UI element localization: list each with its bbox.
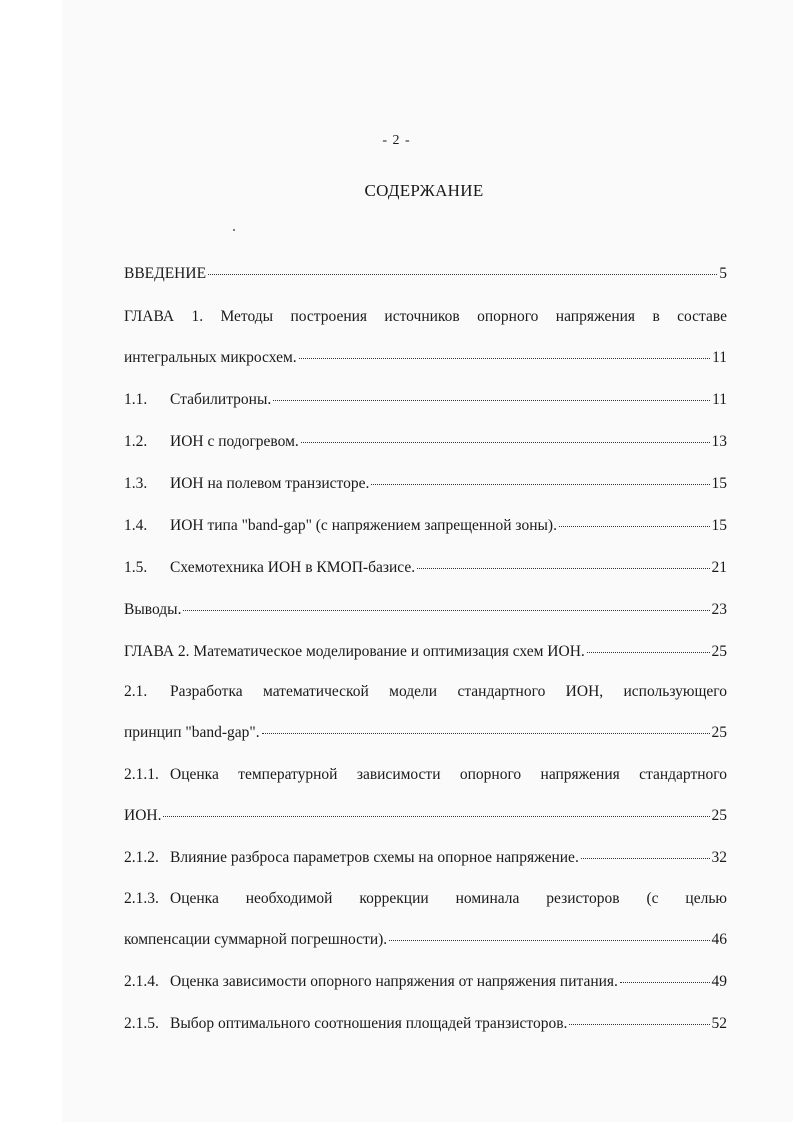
- dot-leader: [371, 484, 709, 485]
- dot-leader: [417, 568, 709, 569]
- toc-entry-2-1-1-line1: [124, 765, 727, 785]
- scan-speck: [233, 229, 235, 231]
- toc-entry-page: 25: [711, 643, 727, 660]
- toc-entry-number: 1.3.: [124, 475, 148, 492]
- toc-entry-1-1: [124, 390, 727, 410]
- toc-entry-text: Выводы.: [124, 601, 182, 618]
- toc-entry-text: Оценка зависимости опорного напряжения от напряжения питания.: [170, 973, 618, 990]
- toc-entry-text: ИОН.: [124, 807, 162, 824]
- toc-entry-2-1-line1: [124, 682, 727, 702]
- toc-entry-number: 2.1.5.: [124, 1015, 159, 1032]
- toc-entry-page: 52: [711, 1015, 727, 1032]
- dot-leader: [389, 940, 709, 941]
- toc-entry-text: интегральных микросхем.: [124, 349, 297, 366]
- toc-entry-number: 1.5.: [124, 559, 148, 576]
- toc-entry-text-line1: Разработка математической модели стандартного ИОН, использующего: [170, 683, 727, 700]
- dot-leader: [581, 858, 710, 859]
- toc-entry-page: 32: [711, 849, 727, 866]
- dot-leader: [559, 526, 710, 527]
- toc-entry-page: 21: [711, 559, 727, 576]
- toc-entry-number: 2.1.4.: [124, 973, 159, 990]
- page-title: СОДЕРЖАНИЕ: [364, 181, 484, 200]
- toc-entry-page: 25: [711, 807, 727, 824]
- toc-entry-1-2: [124, 432, 727, 452]
- dot-leader: [587, 652, 710, 653]
- toc-entry-chapter1: [124, 348, 727, 368]
- dot-leader: [569, 1024, 709, 1025]
- toc-entry-1-5: [124, 558, 727, 578]
- toc-entry-page: 13: [711, 433, 727, 450]
- toc-entry-2-1-5: [124, 1014, 727, 1034]
- toc-entry-page: 11: [712, 349, 727, 366]
- dot-leader: [273, 400, 710, 401]
- toc-entry-page: 5: [719, 265, 727, 282]
- dot-leader: [262, 733, 710, 734]
- toc-entry-text: ГЛАВА 2. Математическое моделирование и оптимизация схем ИОН.: [124, 643, 585, 660]
- dot-leader: [301, 442, 710, 443]
- toc-entry-text: Выбор оптимального соотношения площадей транзисторов.: [170, 1015, 568, 1032]
- toc-entry-number: 2.1.: [124, 683, 148, 700]
- toc-entry-number: 1.1.: [124, 391, 148, 408]
- dot-leader: [208, 274, 717, 275]
- toc-entry-text: Влияние разброса параметров схемы на опорное напряжение.: [170, 849, 579, 866]
- toc-entry-page: 23: [711, 601, 727, 618]
- toc-entry-text: ИОН с подогревом.: [170, 433, 299, 450]
- toc-entry-2-1-4: [124, 972, 727, 992]
- toc-entry-2-1: [124, 723, 727, 743]
- toc-entry-text: компенсации суммарной погрешности).: [124, 931, 388, 948]
- toc-entry-conclusions: [124, 600, 727, 620]
- dot-leader: [183, 610, 709, 611]
- dot-leader: [163, 816, 709, 817]
- toc-entry-number: 2.1.3.: [124, 890, 159, 907]
- toc-entry-page: 15: [711, 475, 727, 492]
- toc-entry-2-1-1: [124, 806, 727, 826]
- toc-entry-text: принцип "band-gap".: [124, 724, 260, 741]
- toc-entry-chapter2: [124, 642, 727, 662]
- toc-entry-intro: [124, 264, 727, 284]
- toc-entry-text-line1: Оценка необходимой коррекции номинала резисторов (с целью: [170, 890, 727, 907]
- toc-entry-text-line1: Оценка температурной зависимости опорного напряжения стандартного: [170, 766, 727, 783]
- toc-entry-number: 1.2.: [124, 433, 148, 450]
- toc-entry-text: Схемотехника ИОН в КМОП-базисе.: [170, 559, 416, 576]
- toc-entry-text: ИОН на полевом транзисторе.: [170, 475, 370, 492]
- toc-entry-text: ИОН типа "band-gap" (с напряжением запрещенной зоны).: [170, 517, 557, 534]
- toc-entry-page: 46: [711, 931, 727, 948]
- toc-entry-chapter1-line1: ГЛАВА 1. Методы построения источников опорного напряжения в составе: [124, 308, 727, 325]
- toc-entry-number: 1.4.: [124, 517, 148, 534]
- toc-entry-number: 2.1.2.: [124, 849, 159, 866]
- toc-entry-2-1-2: [124, 848, 727, 868]
- toc-entry-page: 15: [711, 517, 727, 534]
- toc-entry-page: 49: [711, 973, 727, 990]
- toc-entry-1-4: [124, 516, 727, 536]
- toc-entry-page: 11: [712, 391, 727, 408]
- dot-leader: [620, 982, 710, 983]
- dot-leader: [299, 358, 710, 359]
- toc-entry-number: 2.1.1.: [124, 766, 159, 783]
- toc-entry-2-1-3-line1: [124, 889, 727, 909]
- toc-entry-1-3: [124, 474, 727, 494]
- toc-entry-page: 25: [711, 724, 727, 741]
- toc-entry-2-1-3: [124, 930, 727, 950]
- page-number: - 2 -: [382, 133, 411, 148]
- toc-entry-text: ВВЕДЕНИЕ: [124, 265, 207, 282]
- toc-entry-text: Стабилитроны.: [170, 391, 272, 408]
